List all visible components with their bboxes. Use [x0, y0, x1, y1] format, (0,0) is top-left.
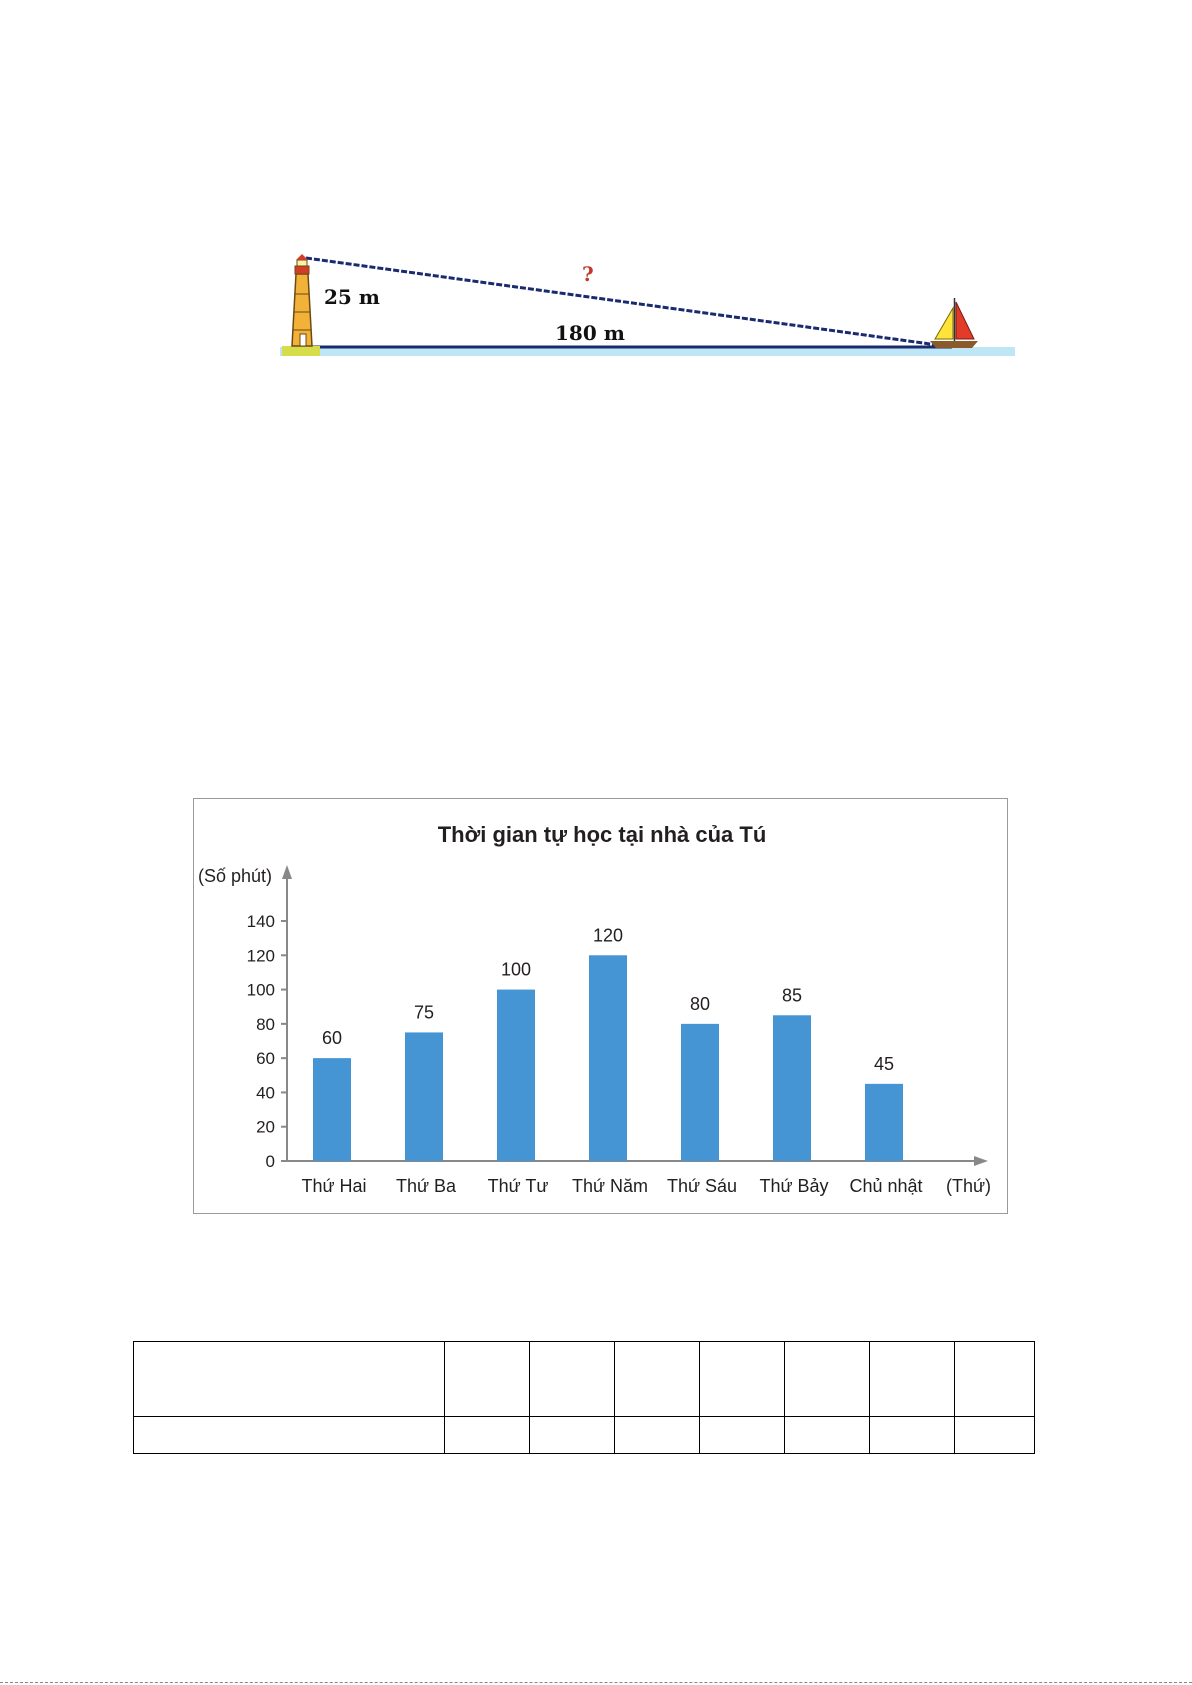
answer-table: [133, 1341, 1035, 1454]
y-tick-label: 100: [246, 980, 275, 1000]
table-cell: [870, 1417, 955, 1454]
distance-label: 180 m: [555, 321, 625, 345]
y-tick-label: 140: [246, 912, 275, 931]
table-cell: [955, 1342, 1035, 1417]
lighthouse-base: [282, 346, 320, 356]
bar-value-label: 80: [689, 993, 711, 1014]
table-cell: [615, 1417, 700, 1454]
page-bottom-rule: [0, 1682, 1192, 1683]
table-row: [134, 1342, 1035, 1417]
bar: [681, 1024, 719, 1161]
y-ticks: [247, 912, 287, 1171]
y-axis-label: (Số phút): [198, 866, 273, 886]
table-cell: [870, 1342, 955, 1417]
bar-value-label: 100: [500, 959, 532, 980]
bar: [405, 1032, 443, 1161]
x-category-label: Thứ Năm: [571, 1176, 649, 1196]
table-cell: [700, 1417, 785, 1454]
bar: [589, 955, 627, 1161]
x-category-label: Thứ Bảy: [759, 1176, 829, 1196]
x-category-label: Chủ nhật: [849, 1176, 923, 1196]
y-tick-label: 40: [256, 1083, 275, 1103]
chart-frame: [193, 798, 1008, 1214]
x-axis-label: (Thứ): [946, 1176, 992, 1196]
y-tick-label: 80: [256, 1014, 275, 1034]
y-tick-label: 120: [246, 946, 275, 966]
bar-value-label: 75: [413, 1002, 435, 1023]
sailboat-icon: [930, 298, 978, 348]
table-cell: [134, 1342, 445, 1417]
x-category-label: Thứ Hai: [301, 1176, 367, 1196]
table-cell: [785, 1342, 870, 1417]
bar-chart: [194, 799, 1009, 1215]
table-cell: [530, 1417, 615, 1454]
table-cell: [955, 1417, 1035, 1454]
lighthouse-icon: [292, 254, 312, 346]
bar-value-label: 85: [781, 985, 803, 1006]
table-cell: [615, 1342, 700, 1417]
bar: [773, 1015, 811, 1161]
y-tick-label: 20: [256, 1117, 275, 1137]
x-category-label: Thứ Sáu: [666, 1176, 738, 1196]
y-tick-label: 60: [256, 1049, 275, 1069]
table-cell: [700, 1342, 785, 1417]
y-tick-label: 0: [265, 1152, 275, 1171]
unknown-length-label: ?: [582, 262, 594, 286]
bar: [497, 990, 535, 1161]
hypotenuse-line: [306, 258, 952, 347]
bar-value-label: 45: [873, 1053, 895, 1074]
x-category-label: Thứ Ba: [395, 1176, 457, 1196]
table-cell: [445, 1417, 530, 1454]
bars: [301, 925, 922, 1196]
x-axis-arrow: [974, 1156, 988, 1166]
bar-value-label: 60: [321, 1028, 343, 1049]
y-axis-arrow: [282, 865, 292, 879]
chart-title: Thời gian tự học tại nhà của Tú: [437, 822, 767, 847]
height-label: 25 m: [324, 285, 380, 309]
bar-value-label: 120: [592, 925, 624, 946]
bar: [865, 1084, 903, 1161]
table-cell: [134, 1417, 445, 1454]
table-row: [134, 1417, 1035, 1454]
table-cell: [445, 1342, 530, 1417]
bar: [313, 1058, 351, 1161]
lighthouse-boat-figure: [270, 240, 1020, 370]
x-category-label: Thứ Tư: [487, 1176, 549, 1196]
table-cell: [530, 1342, 615, 1417]
table-cell: [785, 1417, 870, 1454]
